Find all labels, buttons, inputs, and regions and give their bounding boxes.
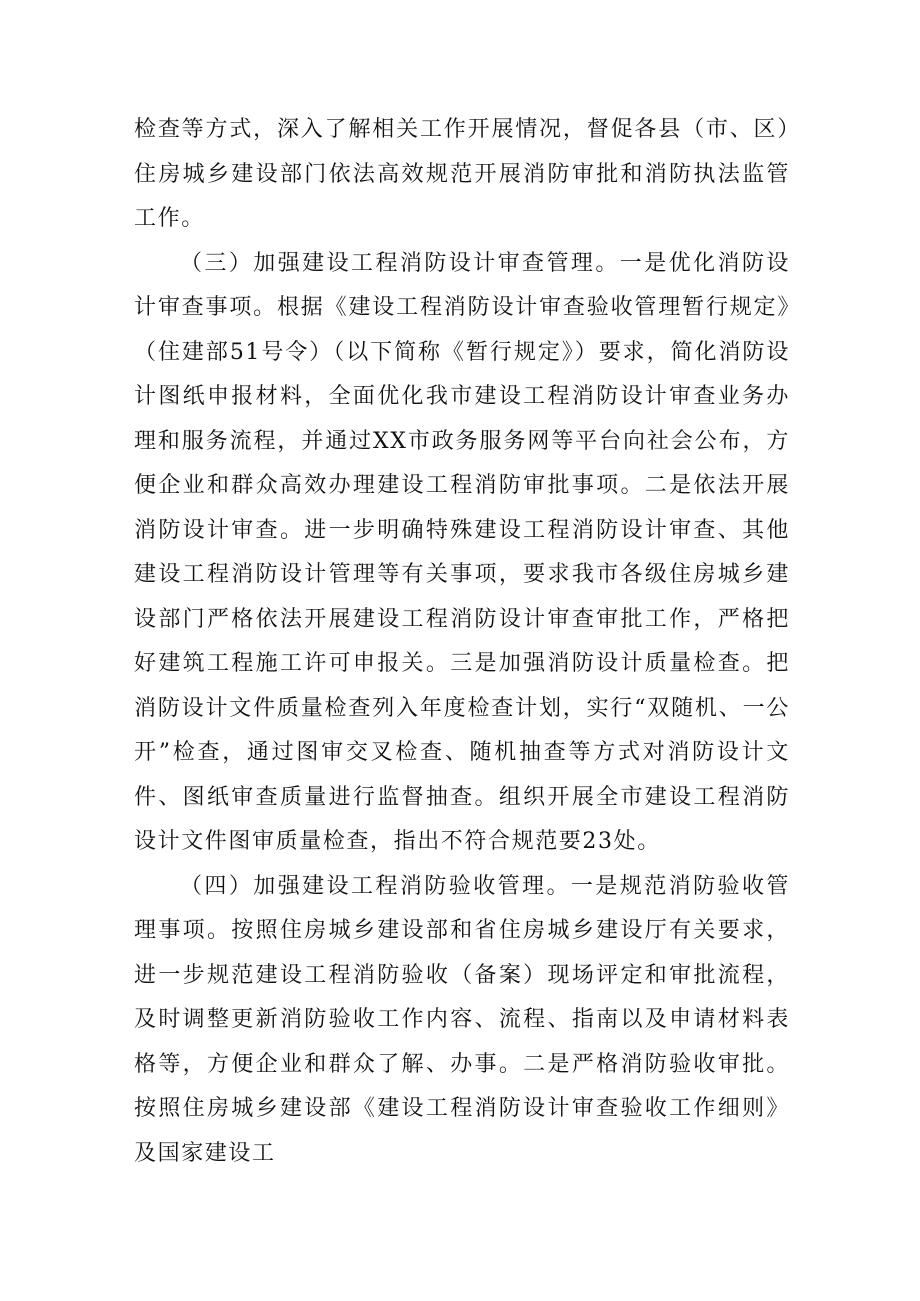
paragraph-section-four: （四）加强建设工程消防验收管理。一是规范消防验收管理事项。按照住房城乡建设部和省住房城乡建设厅有关要求，进一步规范建设工程消防验收（备案）现场评定和审批流程，及时调整更新消防验收工作内容、流程、指南以及申请材料表格等，方便企业和群众了解、办事。二是严格消防验收审批。按照住房城乡建设部《建设工程消防设计审查验收工作细则》及国家建设工 xyxy=(134,873,790,1166)
paragraph-continuation: 检查等方式，深入了解相关工作开展情况，督促各县（市、区）住房城乡建设部门依法高效规范开展消防审批和消防执法监管工作。 xyxy=(134,117,790,231)
document-page xyxy=(134,108,790,1176)
paragraph-section-three: （三）加强建设工程消防设计审查管理。一是优化消防设计审查事项。根据《建设工程消防设计审查验收管理暂行规定》（住建部51号令）（以下简称《暂行规定》）要求，简化消防设计图纸申报材料，全面优化我市建设工程消防设计审查业务办理和服务流程，并通过XX市政务服务网等平台向社会公布，方便企业和群众高效办理建设工程消防审批事项。二是依法开展消防设计审查。进一步明确特殊建设工程消防设计审查、其他建设工程消防设计管理等有关事项，要求我市各级住房城乡建设部门严格依法开展建设工程消防设计审查审批工作，严格把好建筑工程施工许可申报关。三是加强消防设计质量检查。把消防设计文件质量检查列入年度检查计划，实行“双随机、一公开”检查，通过图审交叉检查、随机抽查等方式对消防设计文件、图纸审查质量进行监督抽查。组织开展全市建设工程消防设计文件图审质量检查，指出不符合规范要23处。 xyxy=(134,250,790,854)
